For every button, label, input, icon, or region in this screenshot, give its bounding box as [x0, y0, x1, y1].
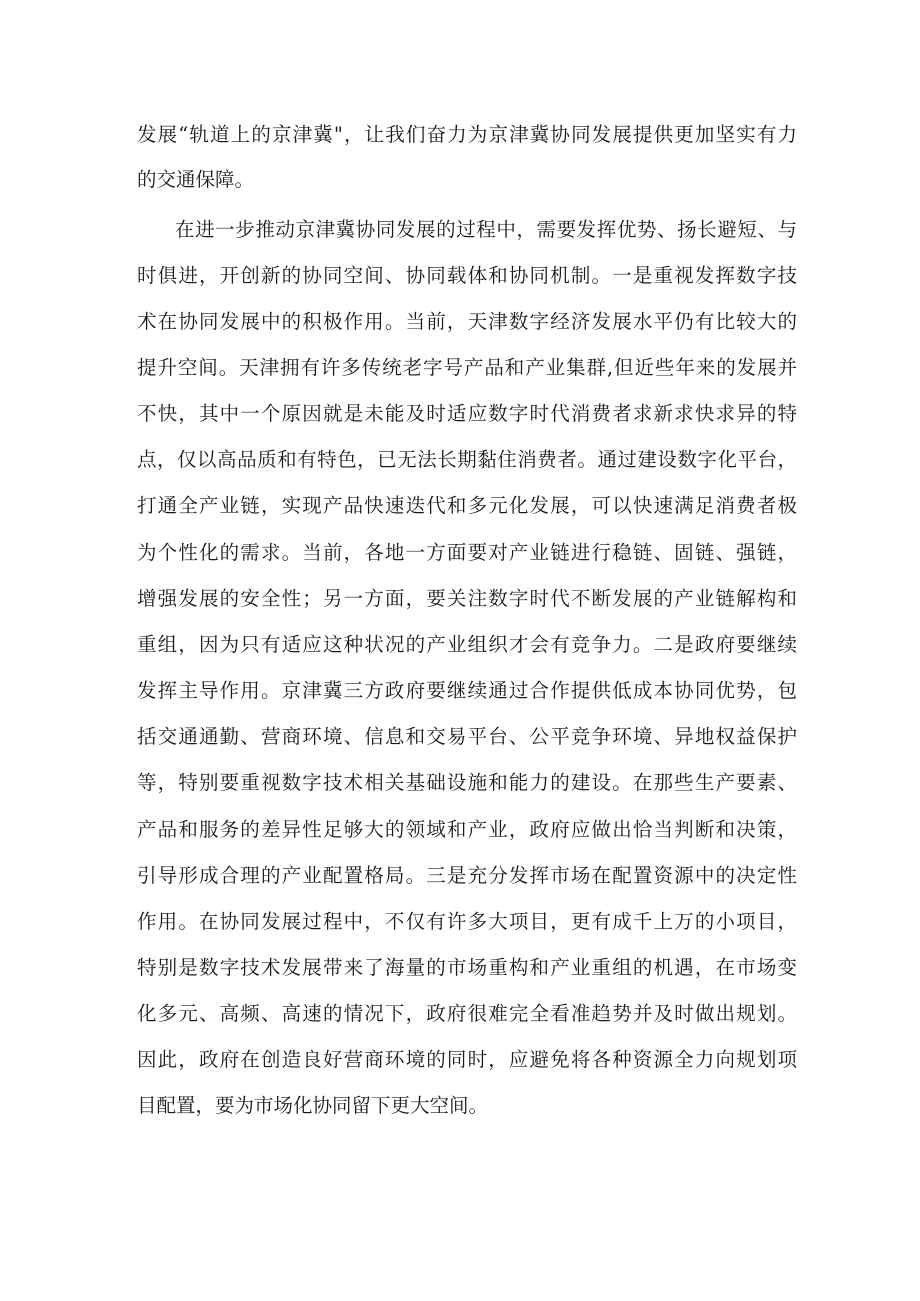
text-line: 增强发展的安全性；另一方面，要关注数字时代不断发展的产业链解构和	[137, 587, 797, 610]
text-line: 目配置，要为市场化协同留下更大空间。	[137, 1094, 489, 1117]
text-line: 术在协同发展中的积极作用。当前，天津数字经济发展水平仍有比较大的	[137, 310, 797, 333]
text-line: 括交通通勤、营商环境、信息和交易平台、公平竞争环境、异地权益保护	[137, 725, 797, 748]
text-line: 的交通保障。	[137, 168, 255, 191]
text-line: 发展“轨道上的京津冀"，让我们奋力为京津冀协同发展提供更加坚实有力	[137, 123, 797, 146]
text-line: 发挥主导作用。京津冀三方政府要继续通过合作提供低成本协同优势，包	[137, 679, 797, 702]
text-line: 点，仅以高品质和有特色，已无法长期黏住消费者。通过建设数字化平台，	[137, 448, 797, 471]
text-line: 不快，其中一个原因就是未能及时适应数字时代消费者求新求快求异的特	[137, 402, 797, 425]
text-line: 因此，政府在创造良好营商环境的同时，应避免将各种资源全力向规划项	[137, 1048, 797, 1071]
text-line: 在进一步推动京津冀协同发展的过程中，需要发挥优势、扬长避短、与	[175, 218, 797, 241]
text-line: 重组，因为只有适应这种状况的产业组织才会有竞争力。二是政府要继续	[137, 633, 797, 656]
text-line: 打通全产业链，实现产品快速迭代和多元化发展，可以快速满足消费者极	[137, 494, 797, 517]
text-line: 作用。在协同发展过程中，不仅有许多大项目，更有成千上万的小项目，	[137, 910, 797, 933]
text-line: 化多元、高频、高速的情况下，政府很难完全看准趋势并及时做出规划。	[137, 1002, 797, 1025]
text-line: 引导形成合理的产业配置格局。三是充分发挥市场在配置资源中的决定性	[137, 864, 797, 887]
text-line: 等，特别要重视数字技术相关基础设施和能力的建设。在那些生产要素、	[137, 771, 797, 794]
text-line: 提升空间。天津拥有许多传统老字号产品和产业集群,但近些年来的发展并	[137, 356, 797, 379]
text-line: 产品和服务的差异性足够大的领域和产业，政府应做出恰当判断和决策，	[137, 818, 797, 841]
text-line: 为个性化的需求。当前，各地一方面要对产业链进行稳链、固链、强链，	[137, 541, 797, 564]
text-line: 时俱进，开创新的协同空间、协同载体和协同机制。一是重视发挥数字技	[137, 264, 797, 287]
text-line: 特别是数字技术发展带来了海量的市场重构和产业重组的机遇，在市场变	[137, 956, 797, 979]
